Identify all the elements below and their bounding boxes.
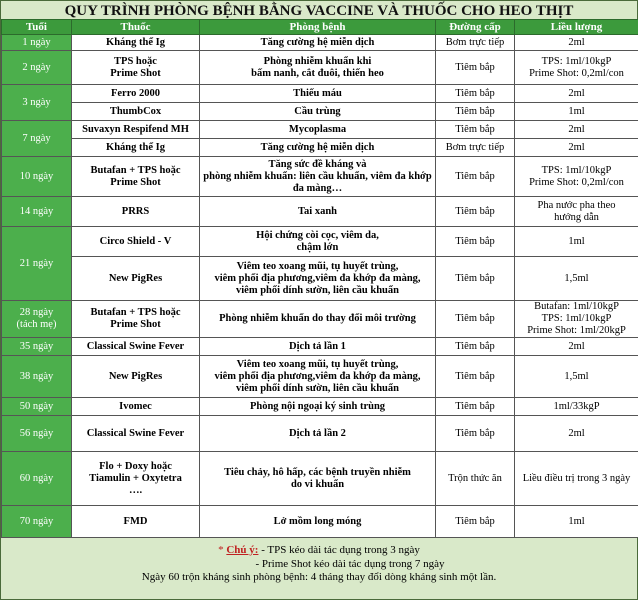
drug-cell: Butafan + TPS hoặc Prime Shot [72, 157, 200, 197]
dose-cell: 1ml [515, 227, 638, 257]
table-row [2, 398, 638, 416]
age-cell: 70 ngày [2, 506, 72, 538]
note-line-2 [1, 558, 637, 572]
route-cell: Tiêm bắp [436, 51, 515, 85]
table-row [2, 301, 638, 338]
header-disease: Phòng bệnh [200, 20, 436, 35]
age-cell: 50 ngày [2, 398, 72, 416]
note-prime-shot: - Prime Shot kéo dài tác dụng trong 7 ngày [255, 557, 445, 570]
age-cell: 21 ngày [2, 227, 72, 301]
route-cell: Tiêm bắp [436, 157, 515, 197]
dose-cell: TPS: 1ml/10kgP Prime Shot: 0,2ml/con [515, 51, 638, 85]
table-row [2, 356, 638, 398]
table-body [2, 35, 638, 538]
disease-cell: Viêm teo xoang mũi, tụ huyết trùng, viêm phổi địa phương,viêm đa khớp đa màng, viêm phổi dính sườn, liên cầu khuẩn [200, 257, 436, 301]
dose-cell: 2ml [515, 139, 638, 157]
route-cell: Tiêm bắp [436, 85, 515, 103]
age-cell: 38 ngày [2, 356, 72, 398]
drug-cell: ThumbCox [72, 103, 200, 121]
dose-cell: 1ml [515, 103, 638, 121]
route-cell: Tiêm bắp [436, 227, 515, 257]
table-row [2, 139, 638, 157]
drug-cell: Ivomec [72, 398, 200, 416]
route-cell: Tiêm bắp [436, 257, 515, 301]
drug-cell: Flo + Doxy hoặc Tiamulin + Oxytetra …. [72, 452, 200, 506]
table-row [2, 257, 638, 301]
drug-cell: Kháng thể Ig [72, 139, 200, 157]
dose-cell: 2ml [515, 338, 638, 356]
table-row [2, 51, 638, 85]
drug-cell: PRRS [72, 197, 200, 227]
drug-cell: Kháng thể Ig [72, 35, 200, 51]
header-route: Đường cấp [436, 20, 515, 35]
age-cell: 2 ngày [2, 51, 72, 85]
table-row [2, 85, 638, 103]
disease-cell: Mycoplasma [200, 121, 436, 139]
disease-cell: Phòng nhiễm khuẩn khi bấm nanh, cắt đuôi, thiến heo [200, 51, 436, 85]
disease-cell: Viêm teo xoang mũi, tụ huyết trùng, viêm phổi địa phương,viêm đa khớp đa màng, viêm phổi dính sườn, liên cầu khuẩn [200, 356, 436, 398]
disease-cell: Tăng cường hệ miễn dịch [200, 139, 436, 157]
dose-cell: 1,5ml [515, 356, 638, 398]
age-cell: 7 ngày [2, 121, 72, 157]
route-cell: Bơm trực tiếp [436, 139, 515, 157]
drug-cell: New PigRes [72, 356, 200, 398]
disease-cell: Dịch tả lần 2 [200, 416, 436, 452]
dose-cell: Liều điều trị trong 3 ngày [515, 452, 638, 506]
header-drug: Thuốc [72, 20, 200, 35]
drug-cell: Classical Swine Fever [72, 416, 200, 452]
age-cell: 10 ngày [2, 157, 72, 197]
table-row [2, 338, 638, 356]
disease-cell: Phòng nội ngoại ký sinh trùng [200, 398, 436, 416]
page-title: QUY TRÌNH PHÒNG BỆNH BẰNG VACCINE VÀ THUỐC CHO HEO THỊT [64, 3, 574, 19]
note-star: * [218, 544, 224, 556]
note-tps: - TPS kéo dài tác dụng trong 3 ngày [261, 544, 420, 556]
table-row [2, 227, 638, 257]
disease-cell: Tăng sức đề kháng và phòng nhiễm khuẩn: liên cầu khuẩn, viêm đa khớp đa màng… [200, 157, 436, 197]
route-cell: Tiêm bắp [436, 301, 515, 338]
note-line-1 [1, 544, 637, 558]
route-cell: Bơm trực tiếp [436, 35, 515, 51]
drug-cell: TPS hoặc Prime Shot [72, 51, 200, 85]
disease-cell: Phòng nhiễm khuẩn do thay đổi môi trường [200, 301, 436, 338]
dose-cell: 1,5ml [515, 257, 638, 301]
table-row [2, 35, 638, 51]
table-row [2, 121, 638, 139]
header-age: Tuổi [2, 20, 72, 35]
dose-cell: 1ml/33kgP [515, 398, 638, 416]
drug-cell: Circo Shield - V [72, 227, 200, 257]
disease-cell: Tiêu chảy, hô hấp, các bệnh truyền nhiễm do vi khuẩn [200, 452, 436, 506]
drug-cell: FMD [72, 506, 200, 538]
route-cell: Tiêm bắp [436, 121, 515, 139]
dose-cell: 2ml [515, 85, 638, 103]
drug-cell: Butafan + TPS hoặc Prime Shot [72, 301, 200, 338]
route-cell: Trộn thức ăn [436, 452, 515, 506]
age-cell: 35 ngày [2, 338, 72, 356]
disease-cell: Thiếu máu [200, 85, 436, 103]
table-row [2, 157, 638, 197]
dose-cell: 2ml [515, 121, 638, 139]
age-cell: 28 ngày (tách mẹ) [2, 301, 72, 338]
disease-cell: Cầu trùng [200, 103, 436, 121]
disease-cell: Lở mồm long móng [200, 506, 436, 538]
disease-cell: Tăng cường hệ miễn dịch [200, 35, 436, 51]
note-block [1, 544, 637, 585]
age-cell: 1 ngày [2, 35, 72, 51]
disease-cell: Tai xanh [200, 197, 436, 227]
table-row [2, 197, 638, 227]
route-cell: Tiêm bắp [436, 398, 515, 416]
table-row [2, 103, 638, 121]
drug-cell: Suvaxyn Respifend MH [72, 121, 200, 139]
drug-cell: New PigRes [72, 257, 200, 301]
disease-cell: Dịch tả lần 1 [200, 338, 436, 356]
age-cell: 60 ngày [2, 452, 72, 506]
route-cell: Tiêm bắp [436, 103, 515, 121]
route-cell: Tiêm bắp [436, 338, 515, 356]
route-cell: Tiêm bắp [436, 506, 515, 538]
dose-cell: Pha nước pha theo hướng dẫn [515, 197, 638, 227]
dose-cell: 2ml [515, 416, 638, 452]
age-cell: 3 ngày [2, 85, 72, 121]
note-label: Chú ý: [226, 544, 259, 556]
drug-cell: Ferro 2000 [72, 85, 200, 103]
drug-cell: Classical Swine Fever [72, 338, 200, 356]
table-header-row [2, 20, 638, 35]
vaccine-schedule-table [1, 19, 638, 538]
age-cell: 14 ngày [2, 197, 72, 227]
dose-cell: TPS: 1ml/10kgP Prime Shot: 0,2ml/con [515, 157, 638, 197]
table-row [2, 506, 638, 538]
dose-cell: 1ml [515, 506, 638, 538]
dose-cell: Butafan: 1ml/10kgP TPS: 1ml/10kgP Prime Shot: 1ml/20kgP [515, 301, 638, 338]
note-line-3: Ngày 60 trộn kháng sinh phòng bệnh: 4 tháng thay đổi dòng kháng sinh một lần. [141, 571, 497, 583]
table-row [2, 416, 638, 452]
age-cell: 56 ngày [2, 416, 72, 452]
route-cell: Tiêm bắp [436, 197, 515, 227]
table-row [2, 452, 638, 506]
route-cell: Tiêm bắp [436, 416, 515, 452]
disease-cell: Hội chứng còi cọc, viêm da, chậm lớn [200, 227, 436, 257]
route-cell: Tiêm bắp [436, 356, 515, 398]
dose-cell: 2ml [515, 35, 638, 51]
header-dose: Liều lượng [515, 20, 638, 35]
